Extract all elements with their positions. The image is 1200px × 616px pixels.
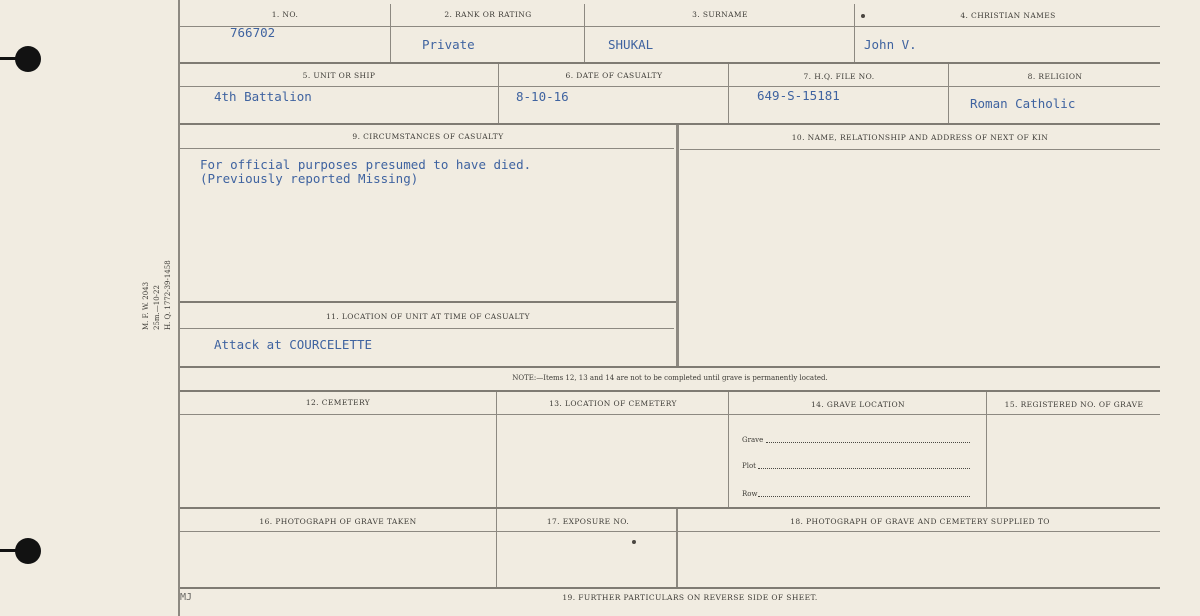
grave-field-line <box>766 442 970 443</box>
circumstances-bottom-rule <box>180 301 676 303</box>
surname-value: SHUKAL <box>608 37 654 52</box>
religion-value: Roman Catholic <box>970 96 1076 111</box>
binder-hole-top <box>15 46 41 72</box>
next-of-kin-rule <box>680 149 1160 150</box>
location-unit-rule <box>180 328 674 329</box>
corner-mark: MJ <box>180 592 193 603</box>
row5-bottom-rule <box>180 587 1160 589</box>
location-unit-label: 11. LOCATION OF UNIT AT TIME OF CASUALTY <box>326 312 530 321</box>
grave-location-label: 14. GRAVE LOCATION <box>810 400 906 409</box>
circumstances-line-2: (Previously reported Missing) <box>200 171 419 186</box>
rank-value: Private <box>422 37 475 52</box>
row5-label-rule <box>180 531 1160 532</box>
christian-names-value: John V. <box>864 37 917 52</box>
row-field-label: Row <box>742 490 758 498</box>
form-number: M. F. W. 2043 <box>142 281 150 330</box>
row4-bottom-rule <box>180 507 1160 509</box>
row4-label-rule <box>180 414 1160 415</box>
cemetery-location-label: 13. LOCATION OF CEMETERY <box>549 399 677 408</box>
row1-label-rule <box>180 26 1160 27</box>
row4-divider-3 <box>986 392 987 508</box>
surname-label: 3. SURNAME <box>692 10 748 19</box>
ink-dot <box>861 14 865 18</box>
row1-bottom-rule <box>180 62 1160 64</box>
grave-field-label: Grave <box>742 436 764 444</box>
exposure-label: 17. EXPOSURE NO. <box>546 517 630 526</box>
circumstances-line-1: For official purposes presumed to have died. <box>200 157 532 172</box>
row5-divider-1 <box>496 509 497 587</box>
religion-label: 8. RELIGION <box>1027 72 1083 81</box>
print-run: 25m.—10-22 <box>153 285 161 330</box>
row2-divider-1 <box>498 64 499 124</box>
footer-note: 19. FURTHER PARTICULARS ON REVERSE SIDE OF SHEET. <box>562 593 818 602</box>
next-of-kin-label: 10. NAME, RELATIONSHIP AND ADDRESS OF NEXT OF KIN <box>791 133 1049 142</box>
photo-supplied-label: 18. PHOTOGRAPH OF GRAVE AND CEMETERY SUPPLIED TO <box>790 517 1050 526</box>
row1-divider-3 <box>854 4 855 62</box>
plot-field-label: Plot <box>742 462 756 470</box>
binder-hole-bottom <box>15 538 41 564</box>
no-label: 1. NO. <box>271 10 299 19</box>
row5-divider-2 <box>676 509 678 587</box>
row2-label-rule <box>180 86 1160 87</box>
note-rule <box>180 390 1160 392</box>
date-label: 6. DATE OF CASUALTY <box>565 71 663 80</box>
file-value: 649-S-15181 <box>757 88 840 103</box>
circumstances-label: 9. CIRCUMSTANCES OF CASUALTY <box>352 132 504 141</box>
row2-bottom-rule <box>180 123 1160 125</box>
row3-divider <box>676 125 679 367</box>
note-text: NOTE:—Items 12, 13 and 14 are not to be completed until grave is permanently located. <box>512 374 828 382</box>
row2-divider-2 <box>728 64 729 124</box>
row4-divider-1 <box>496 392 497 508</box>
registered-number-label: 15. REGISTERED NO. OF GRAVE <box>1004 400 1144 409</box>
rank-label: 2. RANK OR RATING <box>444 10 532 19</box>
row-field-line <box>758 496 970 497</box>
row3-bottom-rule <box>180 366 1160 368</box>
circumstances-rule <box>180 148 674 149</box>
plot-field-line <box>758 468 970 469</box>
row1-divider-1 <box>390 4 391 62</box>
location-unit-value: Attack at COURCELETTE <box>214 337 373 352</box>
unit-value: 4th Battalion <box>214 89 312 104</box>
file-label: 7. H.Q. FILE NO. <box>803 72 875 81</box>
ink-dot-exposure <box>632 540 636 544</box>
hq-reference: H. Q. 1772-39-1458 <box>164 260 172 330</box>
cemetery-label: 12. CEMETERY <box>305 398 371 407</box>
christian-names-label: 4. CHRISTIAN NAMES <box>960 11 1056 20</box>
unit-label: 5. UNIT OR SHIP <box>302 71 376 80</box>
photo-taken-label: 16. PHOTOGRAPH OF GRAVE TAKEN <box>259 517 417 526</box>
row2-divider-3 <box>948 64 949 124</box>
row4-divider-2 <box>728 392 729 508</box>
row1-divider-2 <box>584 4 585 62</box>
date-value: 8-10-16 <box>516 89 569 104</box>
service-number: 766702 <box>230 25 276 40</box>
